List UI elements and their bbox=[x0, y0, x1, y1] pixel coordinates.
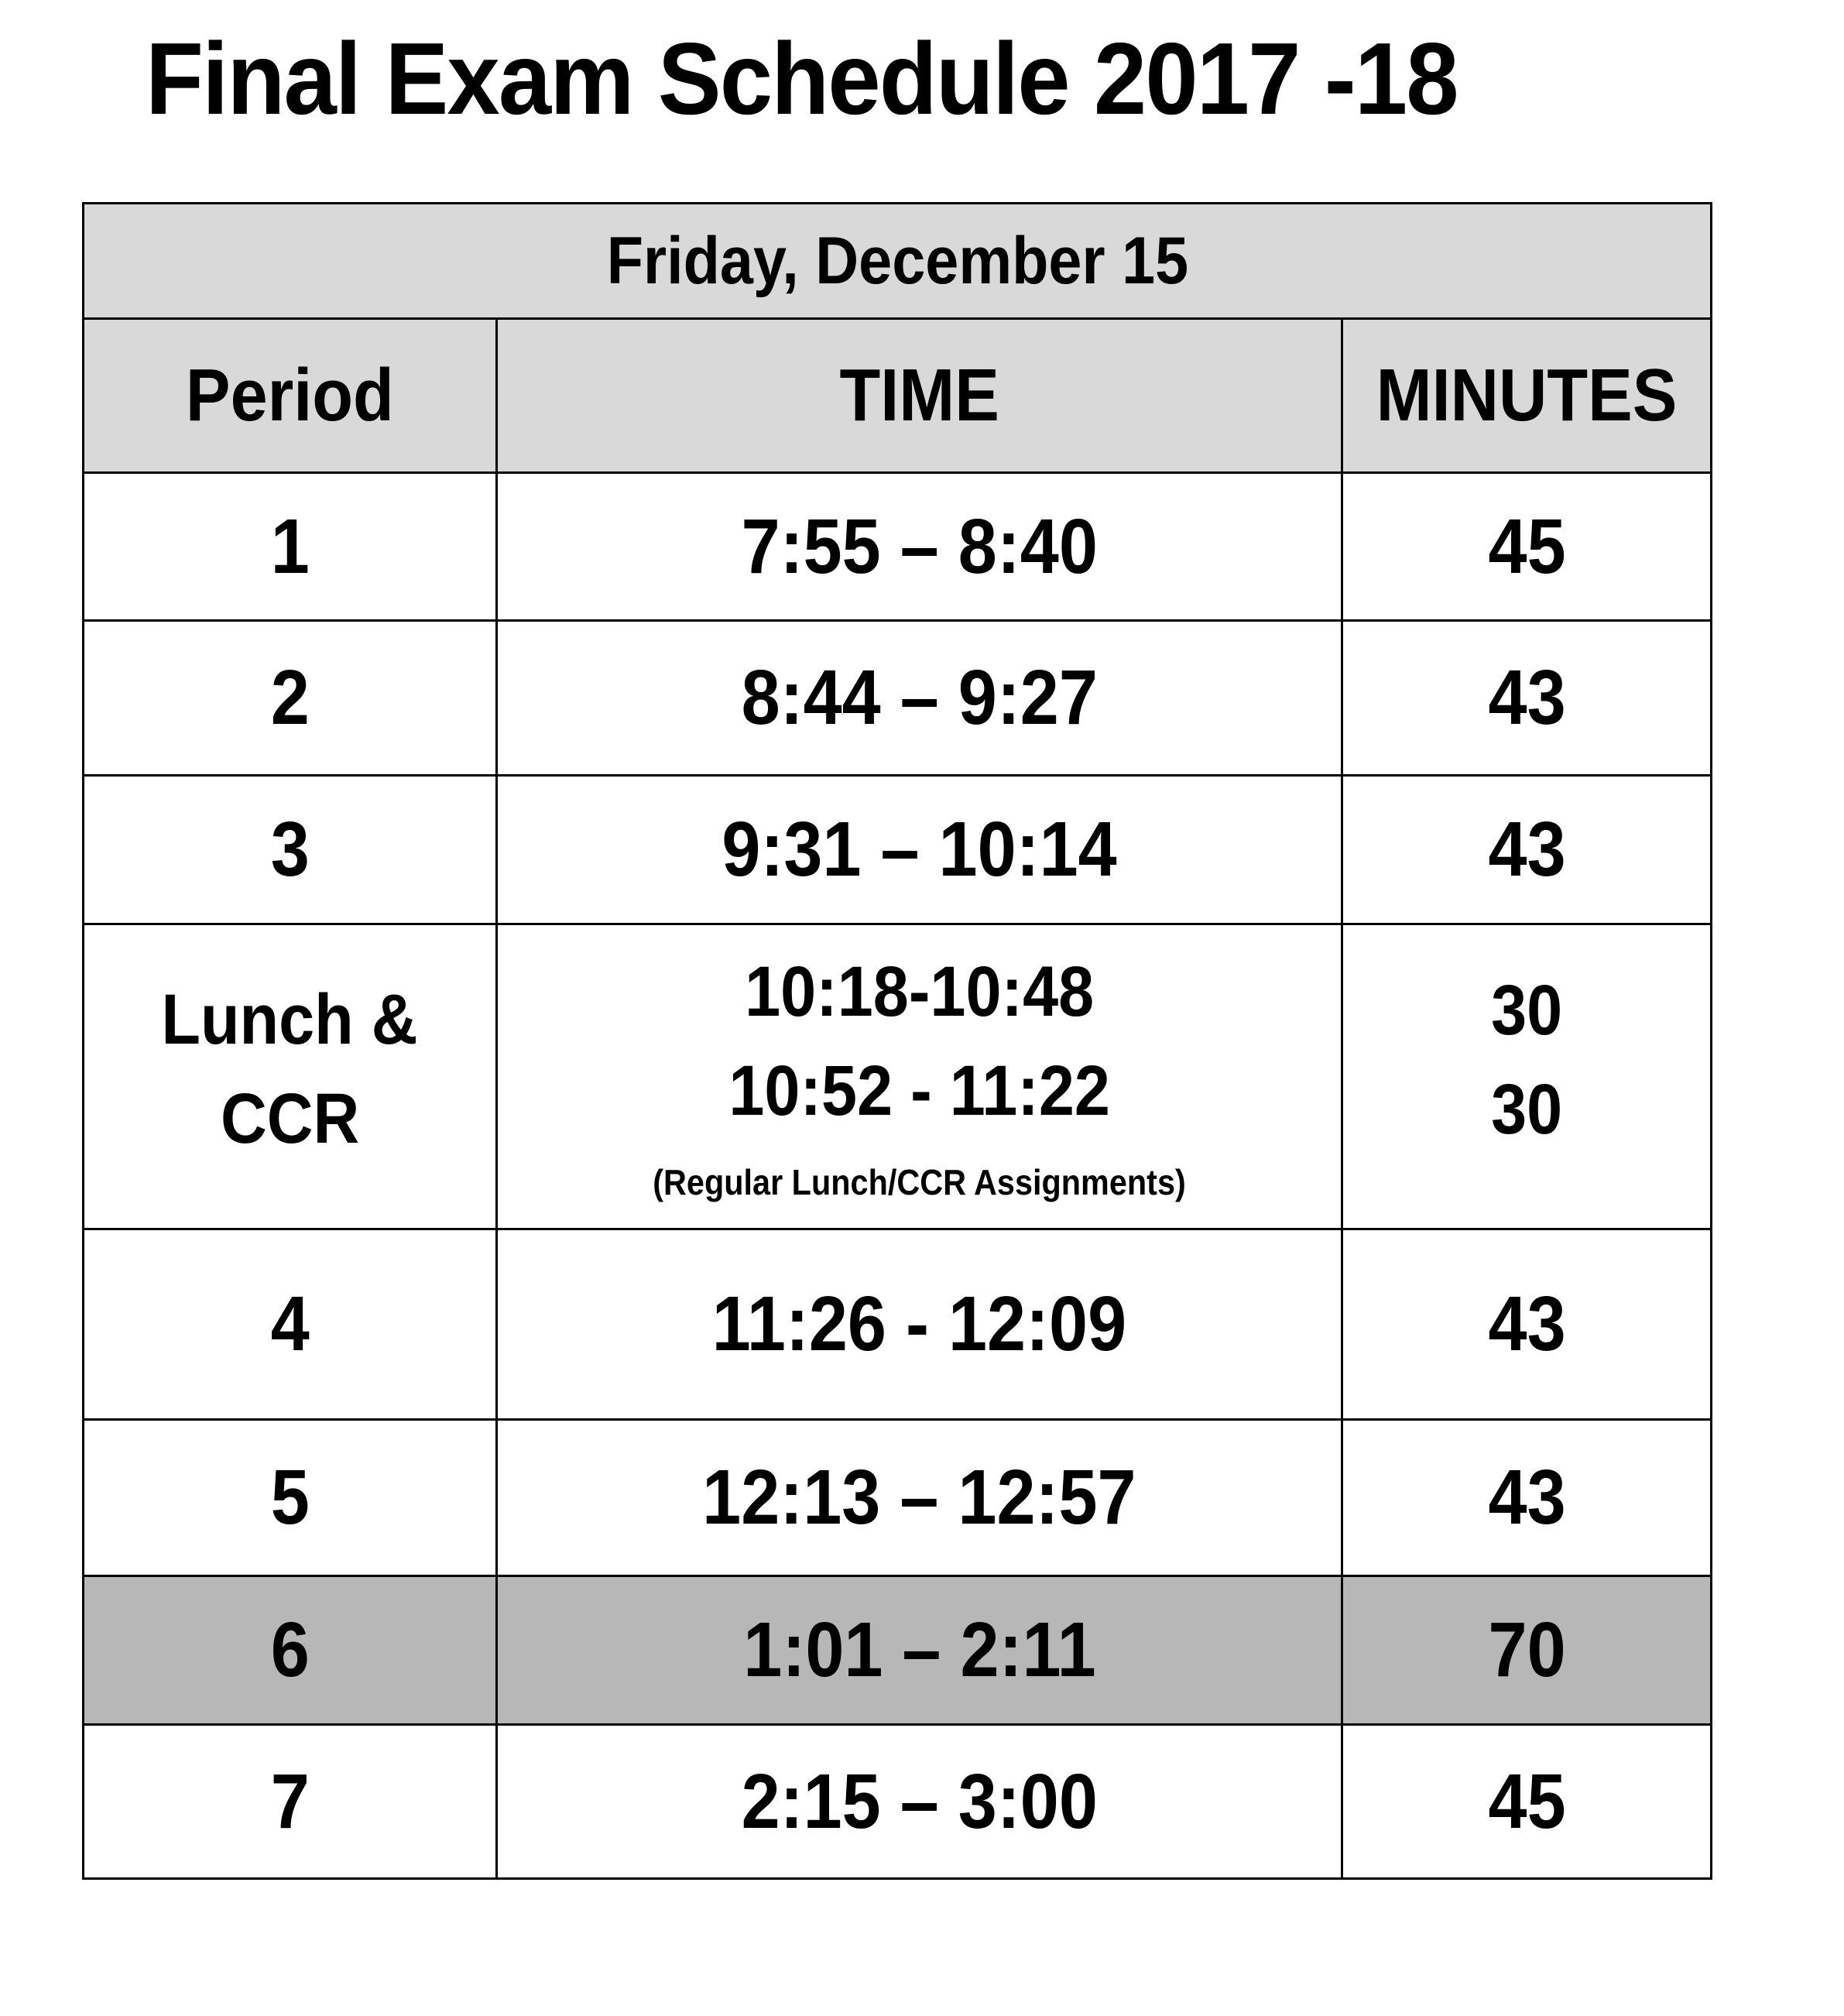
period-cell bbox=[84, 924, 497, 1229]
minutes-cell bbox=[1342, 924, 1712, 1229]
date-header-label: Friday, December 15 bbox=[606, 223, 1188, 298]
column-header-time bbox=[496, 319, 1342, 473]
period-value-line-2: CCR bbox=[220, 1078, 360, 1158]
column-header-period-label: Period bbox=[185, 354, 394, 437]
minutes-cell bbox=[1342, 1576, 1712, 1725]
lunch-assignment-note: (Regular Lunch/CCR Assignments) bbox=[653, 1162, 1186, 1202]
date-header-row bbox=[84, 204, 1712, 319]
period-cell bbox=[84, 473, 497, 621]
period-value: 5 bbox=[270, 1454, 310, 1541]
minutes-cell bbox=[1342, 473, 1712, 621]
time-value: 12:13 – 12:57 bbox=[702, 1454, 1136, 1541]
minutes-cell bbox=[1342, 1229, 1712, 1420]
minutes-cell bbox=[1342, 1725, 1712, 1879]
time-cell bbox=[496, 1576, 1342, 1725]
table-row-period-1 bbox=[84, 473, 1712, 621]
time-value: 8:44 – 9:27 bbox=[741, 654, 1098, 741]
period-value: 1 bbox=[270, 502, 310, 590]
period-cell bbox=[84, 1725, 497, 1879]
minutes-value-line-1: 30 bbox=[1491, 970, 1563, 1050]
period-value: 6 bbox=[270, 1606, 310, 1693]
minutes-value: 43 bbox=[1488, 654, 1566, 741]
table-row-period-4 bbox=[84, 1229, 1712, 1420]
table-row-lunch-ccr bbox=[84, 924, 1712, 1229]
date-header bbox=[84, 204, 1712, 319]
column-header-minutes bbox=[1342, 319, 1712, 473]
period-value: 2 bbox=[270, 654, 310, 741]
minutes-value: 70 bbox=[1488, 1606, 1566, 1693]
time-cell bbox=[496, 924, 1342, 1229]
period-value: 7 bbox=[270, 1757, 310, 1845]
minutes-cell bbox=[1342, 1420, 1712, 1576]
time-cell bbox=[496, 1725, 1342, 1879]
column-header-minutes-label: MINUTES bbox=[1376, 354, 1678, 437]
period-cell bbox=[84, 1229, 497, 1420]
time-cell bbox=[496, 621, 1342, 776]
period-cell bbox=[84, 621, 497, 776]
time-cell bbox=[496, 473, 1342, 621]
time-value-line-2: 10:52 - 11:22 bbox=[728, 1051, 1110, 1130]
minutes-value: 43 bbox=[1488, 806, 1566, 893]
period-value-line-1: Lunch & bbox=[161, 979, 418, 1059]
period-value: 4 bbox=[270, 1281, 310, 1367]
time-value-line-1: 10:18-10:48 bbox=[744, 952, 1095, 1031]
time-value: 7:55 – 8:40 bbox=[741, 502, 1098, 590]
time-cell bbox=[496, 776, 1342, 924]
table-row-period-3 bbox=[84, 776, 1712, 924]
table-row-period-6-highlighted bbox=[84, 1576, 1712, 1725]
page-title: Final Exam Schedule 2017 -18 bbox=[146, 22, 1458, 135]
time-cell bbox=[496, 1420, 1342, 1576]
period-cell bbox=[84, 776, 497, 924]
table-row-period-5 bbox=[84, 1420, 1712, 1576]
table-row-period-2 bbox=[84, 621, 1712, 776]
table-row-period-7 bbox=[84, 1725, 1712, 1879]
minutes-cell bbox=[1342, 776, 1712, 924]
minutes-value: 45 bbox=[1488, 502, 1566, 590]
time-value: 11:26 - 12:09 bbox=[711, 1281, 1127, 1367]
column-header-row bbox=[84, 319, 1712, 473]
time-value: 2:15 – 3:00 bbox=[741, 1757, 1098, 1845]
period-value: 3 bbox=[270, 806, 310, 893]
time-value: 1:01 – 2:11 bbox=[742, 1606, 1096, 1693]
column-header-period bbox=[84, 319, 497, 473]
minutes-value-line-2: 30 bbox=[1491, 1069, 1563, 1149]
minutes-value: 45 bbox=[1488, 1757, 1566, 1845]
minutes-value: 43 bbox=[1488, 1281, 1566, 1367]
time-cell bbox=[496, 1229, 1342, 1420]
minutes-value: 43 bbox=[1488, 1454, 1566, 1541]
period-cell bbox=[84, 1420, 497, 1576]
exam-schedule-table bbox=[82, 202, 1712, 1880]
column-header-time-label: TIME bbox=[839, 354, 999, 437]
time-value: 9:31 – 10:14 bbox=[721, 806, 1117, 893]
minutes-cell bbox=[1342, 621, 1712, 776]
period-cell bbox=[84, 1576, 497, 1725]
